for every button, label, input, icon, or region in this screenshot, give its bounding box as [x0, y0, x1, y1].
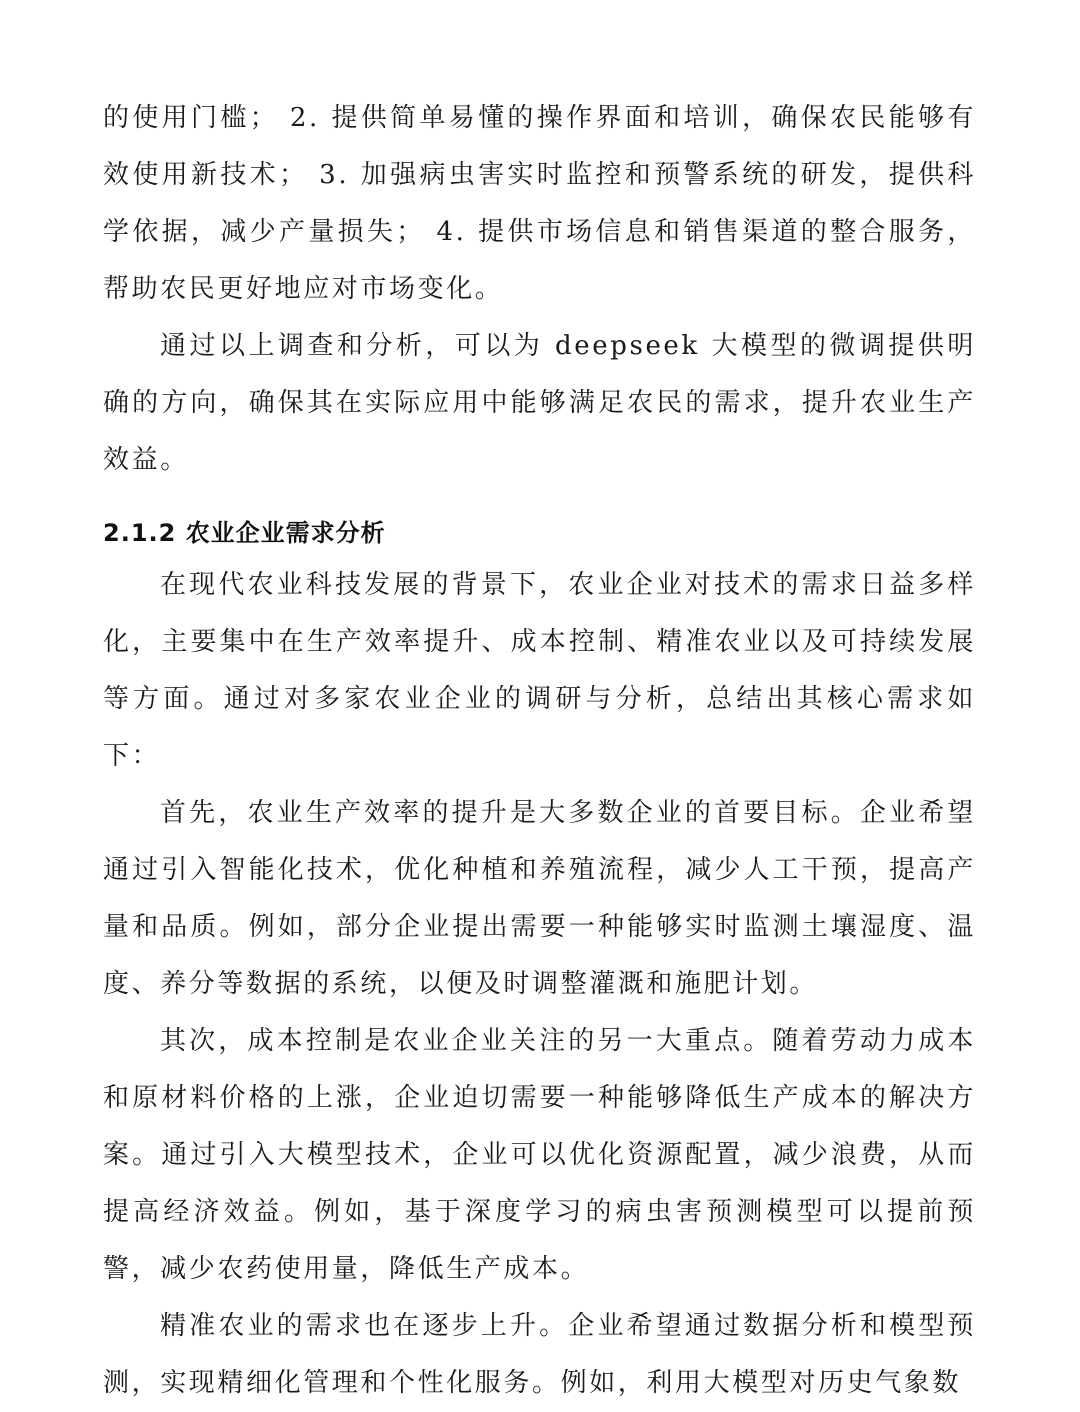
section-heading: 2.1.2 农业企业需求分析: [103, 519, 386, 547]
paragraph-efficiency: 首先，农业生产效率的提升是大多数企业的首要目标。企业希望通过引入智能化技术，优化种植和养殖流程，减少人工干预，提高产量和品质。例如，部分企业提出需要一种能够实时监测土壤湿度、温度、养分等数据的系统，以便及时调整灌溉和施肥计划。: [103, 798, 976, 999]
paragraph-continued: 的使用门槛； 2. 提供简单易懂的操作界面和培训，确保农民能够有效使用新技术； 3. 加强病虫害实时监控和预警系统的研发，提供科学依据，减少产量损失； 4. 提供市场信息和销售渠道的整合服务，帮助农民更好地应对市场变化。: [103, 103, 976, 304]
paragraph-intro: 在现代农业科技发展的背景下，农业企业对技术的需求日益多样化，主要集中在生产效率提升、成本控制、精准农业以及可持续发展等方面。通过对多家农业企业的调研与分析，总结出其核心需求如下：: [103, 570, 976, 771]
paragraph-summary: 通过以上调查和分析，可以为 deepseek 大模型的微调提供明确的方向，确保其在实际应用中能够满足农民的需求，提升农业生产效益。: [103, 331, 976, 475]
paragraph-cost-control: 其次，成本控制是农业企业关注的另一大重点。随着劳动力成本和原材料价格的上涨，企业迫切需要一种能够降低生产成本的解决方案。通过引入大模型技术，企业可以优化资源配置，减少浪费，从而提高经济效益。例如，基于深度学习的病虫害预测模型可以提前预警，减少农药使用量，降低生产成本。: [103, 1026, 976, 1284]
paragraph-precision-agriculture: 精准农业的需求也在逐步上升。企业希望通过数据分析和模型预测，实现精细化管理和个性化服务。例如，利用大模型对历史气象数: [103, 1311, 976, 1398]
document-body: [103, 90, 976, 1412]
